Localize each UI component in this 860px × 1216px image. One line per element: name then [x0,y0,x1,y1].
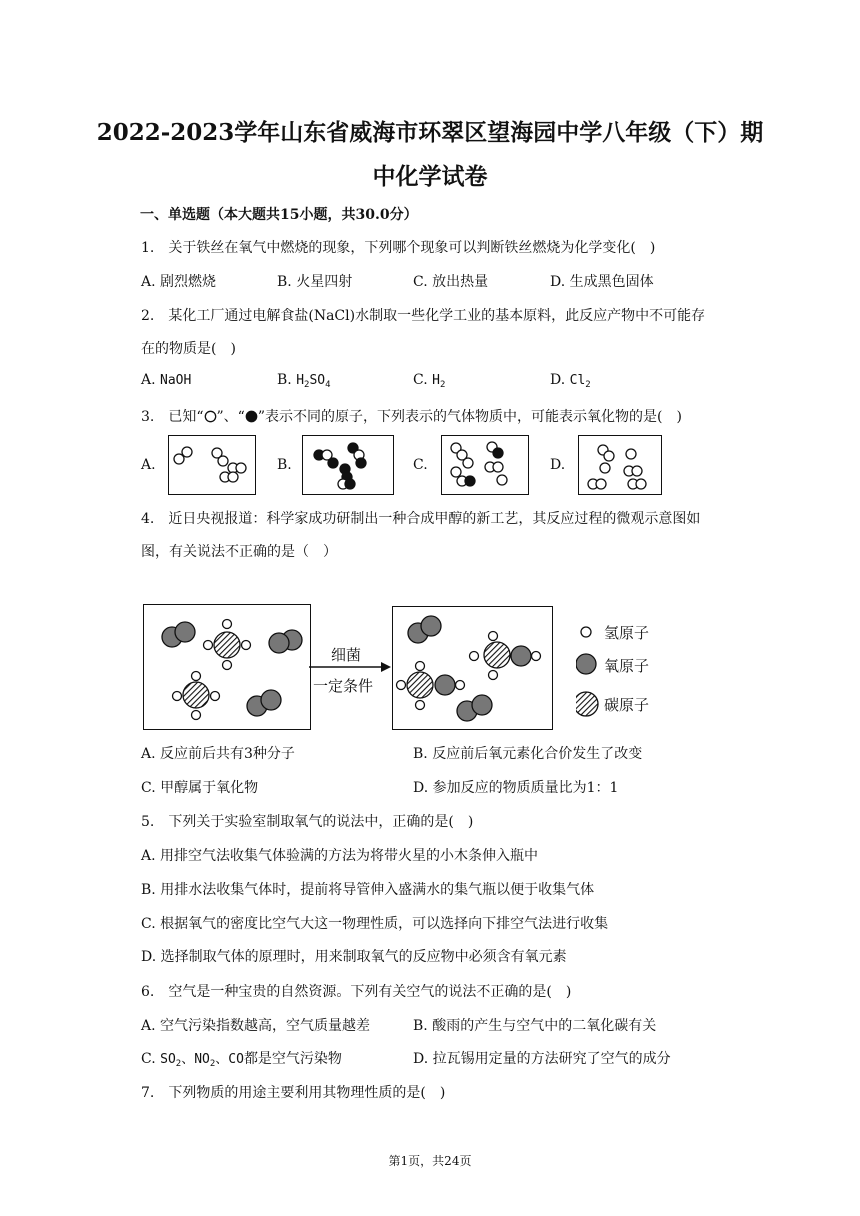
q3-option-a-diagram [168,435,256,495]
q5-stem: 5. 下列关于实验室制取氧气的说法中，正确的是( ) [141,814,474,830]
molecule-diagram-d [579,436,661,494]
q2-option-b: B. $H_2SO_4$ [277,372,331,390]
q6-option-a: A. 空气污染指数越高，空气质量越差 [141,1018,371,1034]
q3-option-c-diagram [441,435,529,495]
white-atom-icon [204,410,217,423]
q4-option-a: A. 反应前后共有3种分子 [141,746,295,762]
q2-stem-line1: 2. 某化工厂通过电解食盐(NaCl)水制取一些化学工业的基本原料，此反应产物中不可能存 [141,308,706,324]
q6-option-b: B. 酸雨的产生与空气中的二氧化碳有关 [413,1018,657,1034]
products-diagram [393,607,552,729]
reaction-arrow-icon [309,660,391,674]
legend-icons [576,623,600,733]
q4-stem-line1: 4. 近日央视报道：科学家成功研制出一种合成甲醇的新工艺，其反应过程的微观示意图如 [141,511,701,527]
exam-title-line2: 中化学试卷 [372,163,488,190]
q3-stem: 3. 已知“ ”、“ ”表示不同的原子，下列表示的气体物质中，可能表示氧化物的是( ) [141,409,682,425]
q1-option-d: D. 生成黑色固体 [550,274,654,290]
q2-stem-line2: 在的物质是( ) [141,341,236,357]
q3-option-d-diagram [578,435,662,495]
section-heading: 一、单选题（本大题共15小题，共30.0分） [140,207,418,223]
legend-carbon: 碳原子 [604,696,650,714]
q3-option-a-label: A. [141,457,156,473]
q4-option-c: C. 甲醇属于氧化物 [141,780,259,796]
molecule-diagram-c [442,436,528,494]
oxygen-atom-icon [576,654,596,674]
q3-option-b-diagram [302,435,394,495]
q1-option-b: B. 火星四射 [277,274,353,290]
products-box [392,606,553,730]
hydrogen-atom-icon [581,627,591,637]
q1-option-a: A. 剧烈燃烧 [141,274,217,290]
q5-option-d: D. 选择制取气体的原理时，用来制取氧气的反应物中必须含有氧元素 [141,949,567,965]
reaction-condition-top: 细菌 [331,646,362,664]
q5-option-c: C. 根据氧气的密度比空气大这一物理性质，可以选择向下排空气法进行收集 [141,916,609,932]
q4-option-b: B. 反应前后氧元素化合价发生了改变 [413,746,643,762]
legend-hydrogen: 氢原子 [604,624,650,642]
page-footer: 第1页，共24页 [388,1154,472,1168]
reactants-diagram [144,605,310,729]
q4-option-d: D. 参加反应的物质质量比为1：1 [413,780,619,796]
molecule-diagram-a [169,436,255,494]
q3-option-b-label: B. [277,457,292,473]
exam-title-line1: 2022-2023学年山东省威海市环翠区望海园中学八年级（下）期 [96,119,764,146]
reaction-condition-bottom: 一定条件 [313,677,374,695]
q6-stem: 6. 空气是一种宝贵的自然资源。下列有关空气的说法不正确的是( ) [141,984,572,1000]
q2-option-c: C. $H_2$ [413,372,446,390]
q4-stem-line2: 图，有关说法不正确的是（ ） [141,544,337,560]
q7-stem: 7. 下列物质的用途主要利用其物理性质的是( ) [141,1085,446,1101]
q2-option-d: D. $Cl_2$ [550,372,591,390]
q1-stem: 1. 关于铁丝在氧气中燃烧的现象，下列哪个现象可以判断铁丝燃烧为化学变化( ) [141,240,656,256]
q3-option-d-label: D. [550,457,566,473]
q5-option-b: B. 用排水法收集气体时，提前将导管伸入盛满水的集气瓶以便于收集气体 [141,882,595,898]
molecule-diagram-b [303,436,393,494]
q5-option-a: A. 用排空气法收集气体验满的方法为将带火星的小木条伸入瓶中 [141,848,539,864]
q6-option-c: C. $SO_2$、$NO_2$、CO都是空气污染物 [141,1051,342,1069]
q3-option-c-label: C. [413,457,428,473]
legend-oxygen: 氧原子 [604,657,650,675]
q1-option-c: C. 放出热量 [413,274,489,290]
q2-option-a: A. NaOH [141,372,192,388]
black-atom-icon [245,410,258,423]
carbon-atom-icon [576,692,598,716]
q6-option-d: D. 拉瓦锡用定量的方法研究了空气的成分 [413,1051,671,1067]
reactants-box [143,604,311,730]
